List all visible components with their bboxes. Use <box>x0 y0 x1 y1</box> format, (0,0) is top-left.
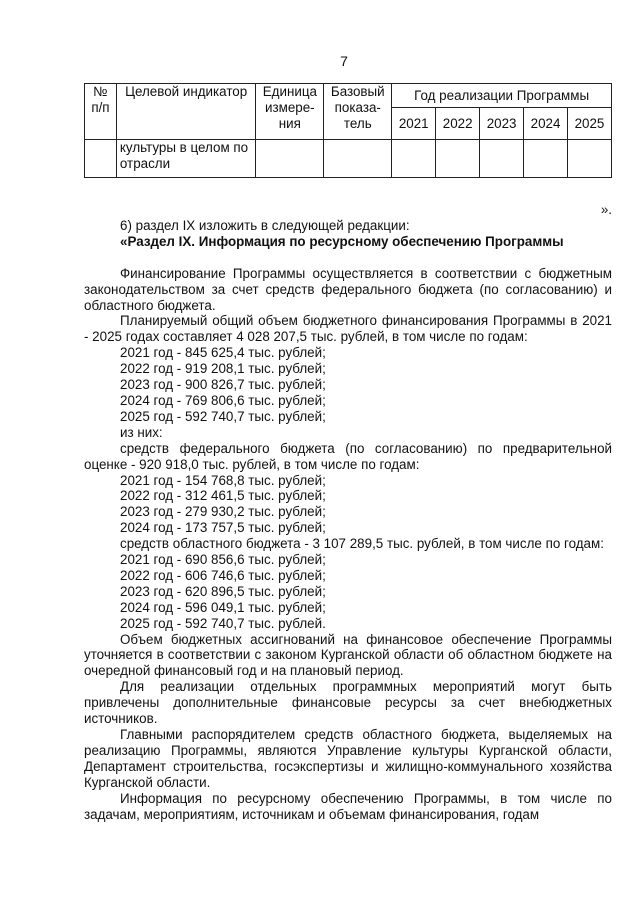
header-year: 2024 <box>524 108 568 140</box>
closing-quote: ». <box>600 202 612 217</box>
paragraph-allocations: Объем бюджетных ассигнований на финансовое обеспечение Программы уточняется в соответствии с законом Курганской области об областном бюджете на очередной финансовый год и на плановый период. <box>84 631 612 679</box>
row-indicator: культуры в целом по отрасли <box>116 140 255 178</box>
table-row <box>85 140 612 178</box>
header-num: № п/п <box>85 84 117 140</box>
regional-year-line: 2022 год - 606 746,6 тыс. рублей; <box>120 567 326 583</box>
paragraph-managers: Главными распорядителем средств областного бюджета, выделяемых на реализацию Программы, являются Управление культуры Курганской области, Департамент строительства, госэкспертизы и жилищно-коммунального хозяйства Курганской области. <box>84 727 612 790</box>
of-them-label: из них: <box>120 424 163 440</box>
section-title: «Раздел IX. Информация по ресурсному обеспечению Программы <box>120 233 564 249</box>
regional-year-line: 2023 год - 620 896,5 тыс. рублей; <box>120 583 326 599</box>
header-years-group: Год реализации Программы <box>392 84 612 108</box>
total-year-line: 2022 год - 919 208,1 тыс. рублей; <box>120 361 326 377</box>
total-year-line: 2025 год - 592 740,7 тыс. рублей; <box>120 408 326 424</box>
total-year-line: 2024 год - 769 806,6 тыс. рублей; <box>120 392 326 408</box>
row-value <box>392 140 436 178</box>
federal-year-line: 2023 год - 279 930,2 тыс. рублей; <box>120 504 326 520</box>
federal-year-line: 2024 год - 173 757,5 тыс. рублей; <box>120 520 326 536</box>
page-number: 7 <box>340 53 348 69</box>
header-year: 2023 <box>480 108 524 140</box>
federal-year-line: 2022 год - 312 461,5 тыс. рублей; <box>120 488 326 504</box>
header-year: 2021 <box>392 108 436 140</box>
paragraph-extra-resources: Для реализации отдельных программных мероприятий могут быть привлечены дополнительные финансовые ресурсы за счет внебюджетных источников. <box>84 679 612 727</box>
regional-year-line: 2021 год - 690 856,6 тыс. рублей; <box>120 552 326 568</box>
header-year: 2022 <box>436 108 480 140</box>
federal-year-line: 2021 год - 154 768,8 тыс. рублей; <box>120 472 326 488</box>
item-6: 6) раздел IX изложить в следующей редакции: <box>120 217 410 233</box>
row-value <box>436 140 480 178</box>
regional-year-line: 2024 год - 596 049,1 тыс. рублей; <box>120 599 326 615</box>
header-indicator: Целевой индикатор <box>116 84 255 140</box>
row-num <box>85 140 117 178</box>
paragraph-regional: средств областного бюджета - 3 107 289,5 тыс. рублей, в том числе по годам: <box>120 536 604 552</box>
regional-year-line: 2025 год - 592 740,7 тыс. рублей. <box>120 615 326 631</box>
row-value <box>568 140 612 178</box>
total-year-line: 2021 год - 845 625,4 тыс. рублей; <box>120 345 326 361</box>
paragraph-total: Планируемый общий объем бюджетного финансирования Программы в 2021 - 2025 годах составляет 4 028 207,5 тыс. рублей, в том числе по годам: <box>84 313 612 345</box>
header-unit: Единица измере-ния <box>256 84 324 140</box>
row-base <box>324 140 392 178</box>
paragraph-federal: средств федерального бюджета (по согласованию) по предварительной оценке - 920 918,0 тыс. рублей, в том числе по годам: <box>84 440 612 472</box>
header-year: 2025 <box>568 108 612 140</box>
row-value <box>480 140 524 178</box>
header-base: Базовый показа-тель <box>324 84 392 140</box>
row-value <box>524 140 568 178</box>
row-unit <box>256 140 324 178</box>
total-year-line: 2023 год - 900 826,7 тыс. рублей; <box>120 377 326 393</box>
paragraph-info: Информация по ресурсному обеспечению Программы, в том числе по задачам, мероприятиям, источникам и объемам финансирования, годам <box>84 790 612 822</box>
document-body <box>84 202 612 822</box>
indicators-table <box>84 83 612 178</box>
paragraph-financing: Финансирование Программы осуществляется в соответствии с бюджетным законодательством за счет средств федерального бюджета (по согласованию) и областного бюджета. <box>84 265 612 313</box>
